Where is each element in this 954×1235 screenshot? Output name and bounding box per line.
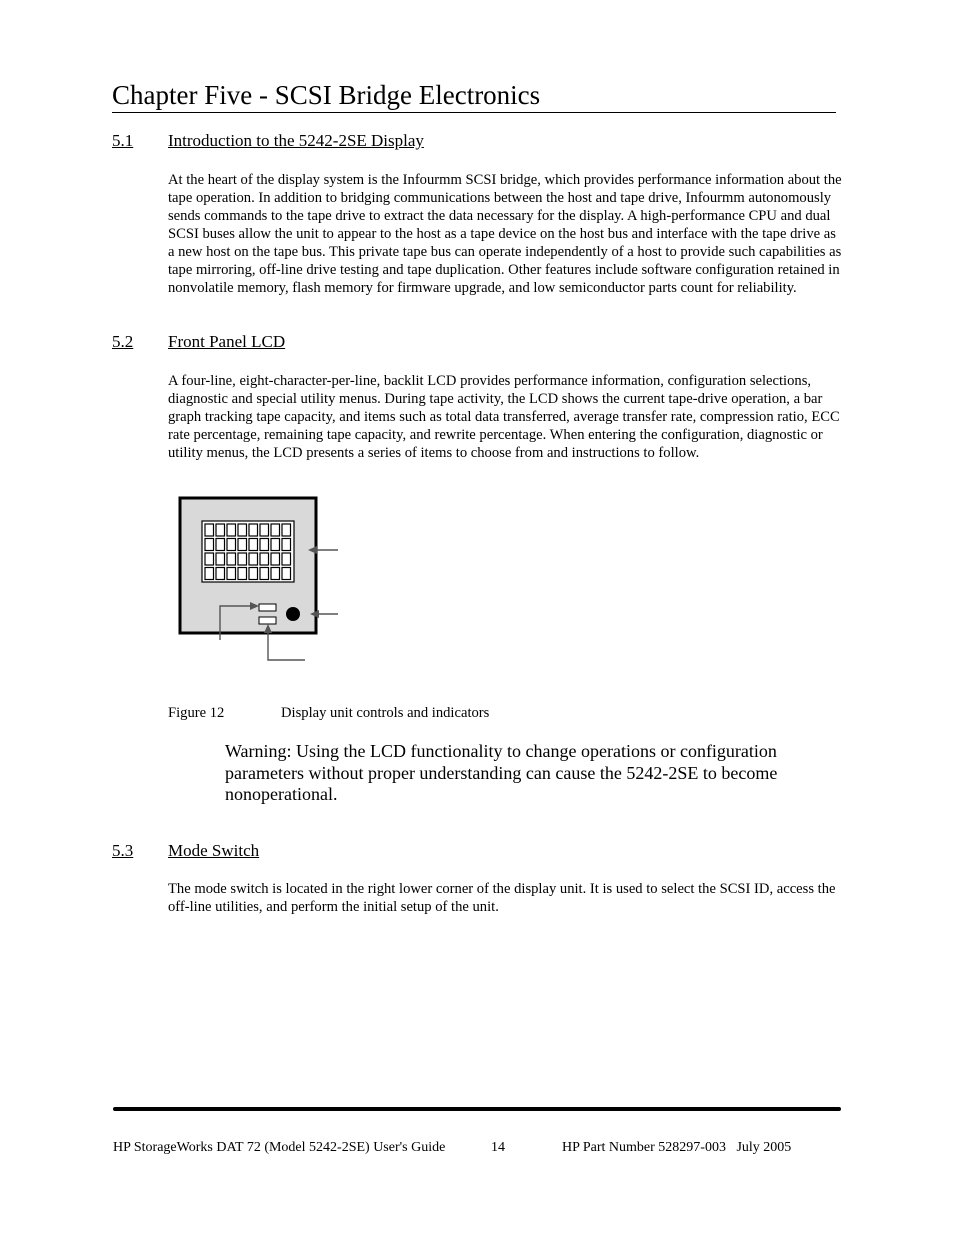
indicator-led-bottom <box>259 617 276 624</box>
warning-note: Warning: Using the LCD functionality to change operations or configuration parameters without proper understanding can cause the 5242-2SE to become nonoperational. <box>225 741 778 804</box>
section-number: 5.3 <box>112 841 134 860</box>
chapter-title: Chapter Five - SCSI Bridge Electronics <box>112 78 836 113</box>
section-title: Introduction to the 5242-2SE Display <box>168 131 424 150</box>
indicator-led-top <box>259 604 276 611</box>
section-title: Front Panel LCD <box>168 332 286 351</box>
display-unit-figure <box>170 490 360 675</box>
led-bottom-callout-line <box>268 632 305 660</box>
footer-guide-title: HP StorageWorks DAT 72 (Model 5242-2SE) User's Guide <box>113 1140 446 1155</box>
figure-label: Figure 12 <box>168 705 225 721</box>
section-number: 5.2 <box>112 332 134 351</box>
section-heading-5-2 <box>112 332 285 352</box>
figure-caption-text: Display unit controls and indicators <box>281 705 490 721</box>
mode-switch-button <box>286 607 300 621</box>
footer-part-number: HP Part Number 528297-003 July 2005 <box>562 1140 792 1155</box>
section-heading-5-1 <box>112 131 424 151</box>
section-body-5-2: A four-line, eight-character-per-line, backlit LCD provides performance information, configuration selections, diagnostic and special utility menus. During tape activity, the LCD shows the current tape-drive operation, a bar graph tracking tape capacity, and items such as total data transferred, average transfer rate, compression ratio, ECC rate percentage, remaining tape capacity, and rewrite percentage. When entering the configuration, diagnostic or utility menus, the LCD presents a series of items to choose from and instructions to follow. <box>168 373 840 461</box>
page-number: 14 <box>491 1140 505 1155</box>
section-body-5-3: The mode switch is located in the right lower corner of the display unit. It is used to select the SCSI ID, access the off-line utilities, and perform the initial setup of the unit. <box>168 881 836 915</box>
display-unit-diagram <box>170 490 360 670</box>
section-body-5-1: At the heart of the display system is the Infourmm SCSI bridge, which provides performance information about the tape operation. In addition to bridging communications between the host and tape drive, Infourmm autonomously sends commands to the tape drive to extract the data necessary for the display. A high-performance CPU and dual SCSI buses allow the unit to appear to the host as a tape device on the host bus and interface with the tape drive as a new host on the tape bus. This private tape bus can operate independently of a host to provide such capabilities as tape mirroring, off-line drive testing and tape duplication. Other features include software configuration retained in nonvolatile memory, flash memory for firmware upgrade, and low semiconductor parts count for reliability. <box>168 172 842 296</box>
section-number: 5.1 <box>112 131 134 150</box>
section-title: Mode Switch <box>168 841 260 860</box>
section-heading-5-3 <box>112 841 259 861</box>
figure-caption <box>168 704 489 722</box>
footer-rule <box>113 1107 841 1111</box>
